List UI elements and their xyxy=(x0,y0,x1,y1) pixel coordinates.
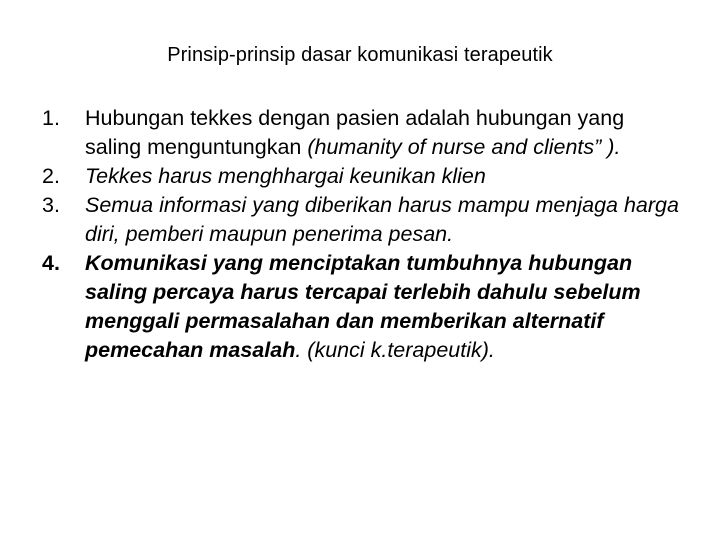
slide-title: Prinsip-prinsip dasar komunikasi terapeutik xyxy=(167,44,553,66)
principles-list xyxy=(42,104,682,365)
item-2-text: Tekkes harus menghhargai keunikan klien xyxy=(85,164,486,188)
item-1-italic-text: (humanity of nurse and clients” ). xyxy=(307,135,621,159)
list-number: 2. xyxy=(42,164,60,188)
list-item-text xyxy=(85,106,624,159)
list-item-2 xyxy=(42,162,682,191)
list-item-text xyxy=(85,251,641,362)
list-item-4 xyxy=(42,249,682,365)
item-4-tail-text: . (kunci k.terapeutik). xyxy=(295,338,495,362)
item-4-bold-text: Komunikasi yang menciptakan tumbuhnya hubungan saling percaya harus tercapai terlebih dahulu sebelum menggali permasalahan dan memberikan alternatif pemecahan masalah xyxy=(85,251,641,362)
list-item-1 xyxy=(42,104,682,162)
list-number: 4. xyxy=(42,251,60,275)
list-item-3 xyxy=(42,191,682,249)
item-1-text: Hubungan tekkes dengan pasien adalah hubungan yang saling menguntungkan xyxy=(85,106,625,159)
list-number: 1. xyxy=(42,106,60,130)
list-number: 3. xyxy=(42,193,60,217)
item-3-text: Semua informasi yang diberikan harus mampu menjaga harga diri, pemberi maupun penerima pesan. xyxy=(85,193,679,246)
